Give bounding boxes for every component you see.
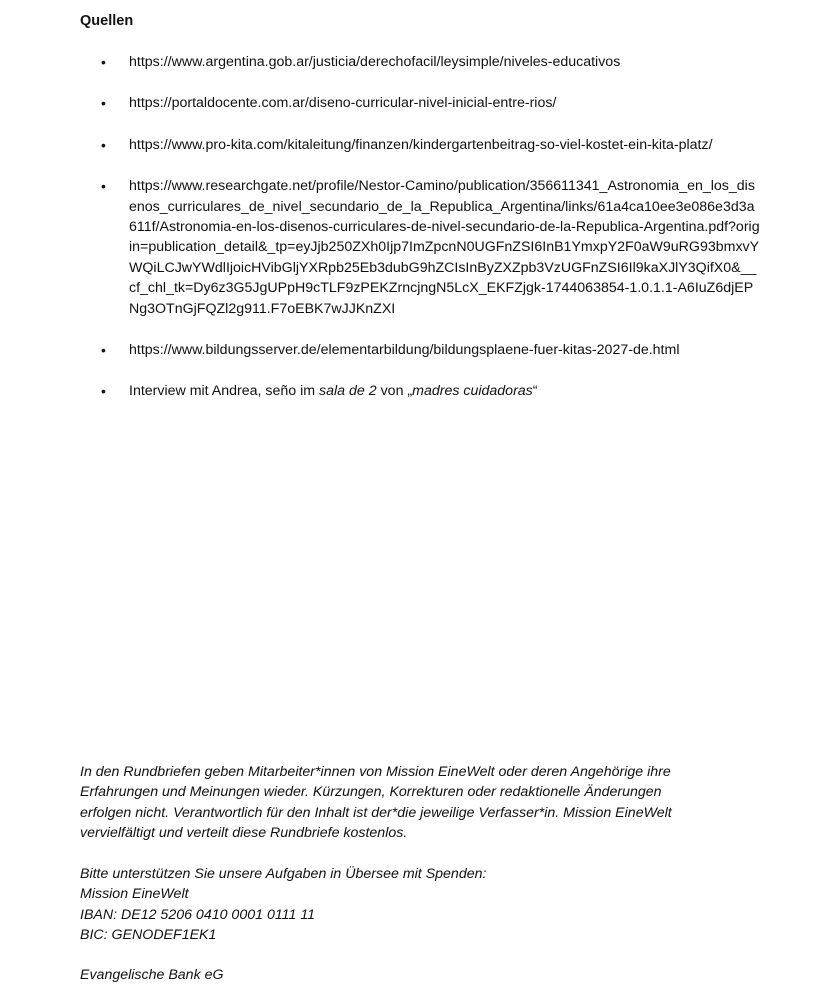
bullet-icon: •	[101, 383, 106, 400]
donation-request: Bitte unterstützen Sie unsere Aufgaben in Übersee mit Spenden:	[80, 866, 487, 882]
disclaimer-line: In den Rundbriefen geben Mitarbeiter*innen von Mission EineWelt oder deren Angehörige ihre	[80, 764, 671, 780]
bank-name: Evangelische Bank eG	[80, 967, 224, 983]
source-link[interactable]: https://www.bildungsserver.de/elementarbildung/bildungsplaene-fuer-kitas-2027-de.html	[129, 342, 680, 359]
source-item	[80, 135, 760, 155]
bullet-icon: •	[101, 136, 106, 153]
interview-middle: von „	[376, 383, 413, 400]
sources-list	[80, 52, 760, 402]
source-link[interactable]: https://www.argentina.gob.ar/justicia/derechofacil/leysimple/niveles-educativos	[129, 54, 621, 70]
source-item-interview	[80, 381, 760, 401]
source-link[interactable]: https://www.researchgate.net/profile/Nestor-Camino/publication/356611341_Astronomia_en_los_disenos_curriculares_de_nivel_secundario_de_la_Republica_Argentina/links/61a4ca10ee3e086e3d3a611f/Astronomia-en-los-disenos-curriculares-de-nivel-secundario-de-la-Republica-Argentina.pdf?origin=publication_detail&_tp=eyJjb250ZXh0Ijp7ImZpcnN0UGFnZSI6InB1YmxpY2F0aW9uRG93bmxvYWQiLCJwYWdlIjoicHVibGljYXRpb25Eb3dubG9hZCIsInByZXZpb3VzUGFnZSI6Il9kaXJlY3QifX0&__cf_chl_tk=Dy6z3G5JgUPpH9cTLF9zPEKZrncjngN5LcX_EKFZjgk-1744063854-1.0.1.1-A6IuZ6djEPNg3OTnGjFQZl2g911.F7oEBK7wJJKnZXI	[129, 178, 760, 317]
donation-block	[80, 864, 760, 946]
bullet-icon: •	[101, 342, 106, 359]
source-item	[80, 340, 760, 360]
bullet-icon: •	[101, 54, 106, 70]
bullet-icon: •	[101, 95, 106, 112]
disclaimer-line: Erfahrungen und Meinungen wieder. Kürzungen, Korrekturen oder redaktionelle Änderungen	[80, 784, 662, 801]
source-link[interactable]: https://portaldocente.com.ar/diseno-curricular-nivel-inicial-entre-rios/	[129, 95, 557, 112]
interview-sala: sala de 2	[319, 383, 377, 400]
interview-text	[129, 383, 538, 399]
interview-madres: madres cuidadoras	[412, 383, 533, 400]
disclaimer-line: erfolgen nicht. Verantwortlich für den Inhalt ist der*die jeweilige Verfasser*in. Mission EineWelt	[80, 804, 672, 821]
bullet-icon: •	[101, 178, 106, 195]
source-item	[80, 93, 760, 113]
donation-recipient: Mission EineWelt	[80, 886, 189, 903]
donation-bic: BIC: GENODEF1EK1	[80, 927, 217, 944]
source-link[interactable]: https://www.pro-kita.com/kitaleitung/finanzen/kindergartenbeitrag-so-viel-kostet-ein-kita-platz/	[129, 136, 713, 153]
source-item	[80, 52, 760, 72]
disclaimer-line: vervielfältigt und verteilt diese Rundbriefe kostenlos.	[80, 825, 408, 842]
interview-suffix: “	[532, 383, 538, 400]
sources-heading: Quellen	[80, 13, 134, 29]
source-item	[80, 176, 760, 319]
donation-iban: IBAN: DE12 5206 0410 0001 0111 11	[80, 906, 316, 923]
disclaimer-paragraph	[80, 762, 760, 844]
interview-prefix: Interview mit Andrea, seño im	[129, 383, 320, 400]
